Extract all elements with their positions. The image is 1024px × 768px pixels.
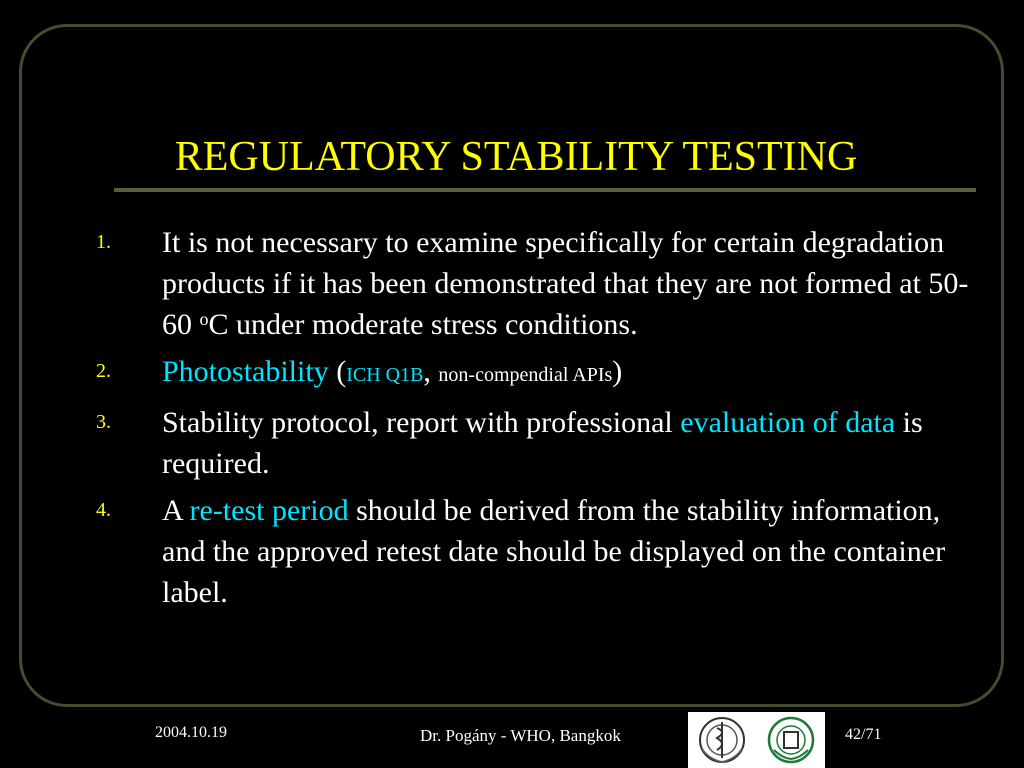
numbered-list (96, 222, 976, 619)
list-number: 4. (96, 499, 111, 521)
item-text-end: C under moderate stress conditions. (208, 308, 638, 341)
footer-date: 2004.10.19 (155, 724, 227, 741)
list-item-2 (96, 351, 976, 396)
paren-close: ) (612, 355, 623, 388)
slide-title: REGULATORY STABILITY TESTING (174, 134, 858, 180)
highlight-text: Photostability (162, 355, 329, 388)
list-item-1 (96, 222, 976, 345)
list-number: 3. (96, 411, 111, 433)
comma: , (423, 355, 439, 388)
list-number: 1. (96, 231, 111, 253)
item-text-end: is required. (162, 406, 923, 480)
note-text: non-compendial APIs (438, 364, 613, 386)
item-text: A (162, 494, 190, 527)
item-text: It is not necessary to examine specifically for certain degradation products if it has been demonstrated that they are not formed at 50-60 (162, 226, 969, 341)
item-text: Stability protocol, report with professional (162, 406, 681, 439)
footer-author: Dr. Pogány - WHO, Bangkok (420, 726, 621, 745)
footer-page-number: 42/71 (845, 726, 882, 743)
highlight-text: evaluation of data (680, 406, 896, 439)
logo-strip (688, 712, 825, 768)
list-number: 2. (96, 360, 111, 382)
reference-text: ICH Q1B (346, 364, 424, 386)
item-text-end: should be derived from the stability information, and the approved retest date should be displayed on the container label. (162, 494, 946, 609)
highlight-text: re-test period (189, 494, 349, 527)
title-divider (114, 188, 976, 192)
fip-emblem-icon (762, 714, 820, 766)
who-emblem-icon (693, 714, 751, 766)
list-item-4 (96, 490, 976, 613)
list-item-3 (96, 402, 976, 484)
degree-superscript: o (199, 309, 209, 329)
paren-open: ( (328, 355, 347, 388)
